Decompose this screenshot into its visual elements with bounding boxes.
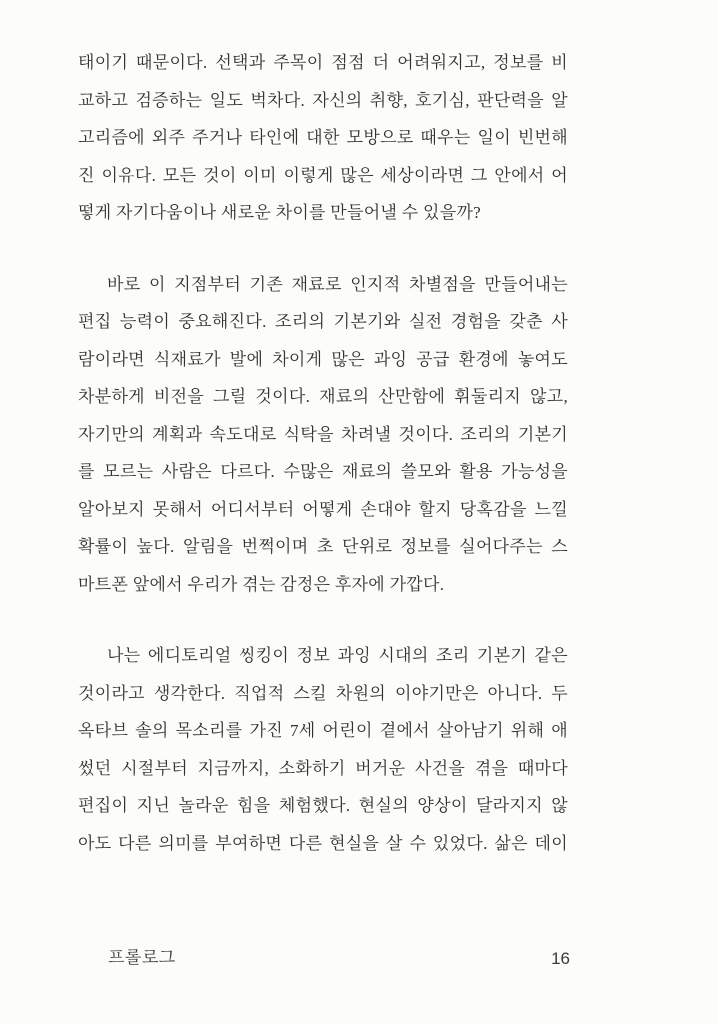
text-line: 마트폰 앞에서 우리가 겪는 감정은 후자에 가깝다.	[78, 574, 445, 594]
text-line: 태이기 때문이다. 선택과 주목이 점점 더 어려워지고, 정보를 비	[78, 53, 568, 72]
paragraph	[78, 44, 568, 232]
text-line: 옥타브 솔의 목소리를 가진 7세 어린이 곁에서 살아남기 위해 애	[78, 721, 568, 740]
text-line: 고리즘에 외주 주거나 타인에 대한 모방으로 때우는 일이 빈번해	[78, 128, 568, 147]
text-line: 를 모르는 사람은 다르다. 수많은 재료의 쓸모와 활용 가능성을	[78, 462, 568, 481]
text-line: 교하고 검증하는 일도 벅차다. 자신의 취향, 호기심, 판단력을 알	[78, 90, 568, 110]
text-line: 자기만의 계획과 속도대로 식탁을 차려낼 것이다. 조리의 기본기	[78, 424, 568, 444]
paragraph	[78, 637, 568, 862]
text-line: 확률이 높다. 알림을 번쩍이며 초 단위로 정보를 실어다주는 스	[78, 537, 568, 556]
footer-section-label: 프롤로그	[108, 948, 176, 967]
body-text	[78, 44, 568, 896]
text-line: 것이라고 생각한다. 직업적 스킬 차원의 이야기만은 아니다. 두	[78, 683, 568, 703]
text-line: 편집 능력이 중요해진다. 조리의 기본기와 실전 경험을 갖춘 사	[78, 312, 568, 331]
text-line: 썼던 시절부터 지금까지, 소화하기 버거운 사건을 겪을 때마다	[78, 758, 568, 778]
text-line: 진 이유다. 모든 것이 이미 이렇게 많은 세상이라면 그 안에서 어	[78, 165, 568, 185]
paragraph	[78, 266, 568, 604]
text-line: 차분하게 비전을 그릴 것이다. 재료의 산만함에 휘둘리지 않고,	[78, 387, 568, 406]
text-line: 편집이 지닌 놀라운 힘을 체험했다. 현실의 양상이 달라지지 않	[78, 796, 568, 815]
text-line: 바로 이 지점부터 기존 재료로 인지적 차별점을 만들어내는	[107, 274, 568, 294]
text-line: 알아보지 못해서 어디서부터 어떻게 손대야 할지 당혹감을 느낄	[78, 499, 568, 519]
footer-page-number: 16	[551, 949, 570, 968]
text-line: 아도 다른 의미를 부여하면 다른 현실을 살 수 있었다. 삶은 데이	[78, 833, 568, 853]
text-line: 나는 에디토리얼 씽킹이 정보 과잉 시대의 조리 기본기 같은	[107, 646, 568, 665]
text-line: 람이라면 식재료가 발에 차이게 많은 과잉 공급 환경에 놓여도	[78, 349, 568, 369]
text-line: 떻게 자기다움이나 새로운 차이를 만들어낼 수 있을까?	[78, 203, 482, 222]
